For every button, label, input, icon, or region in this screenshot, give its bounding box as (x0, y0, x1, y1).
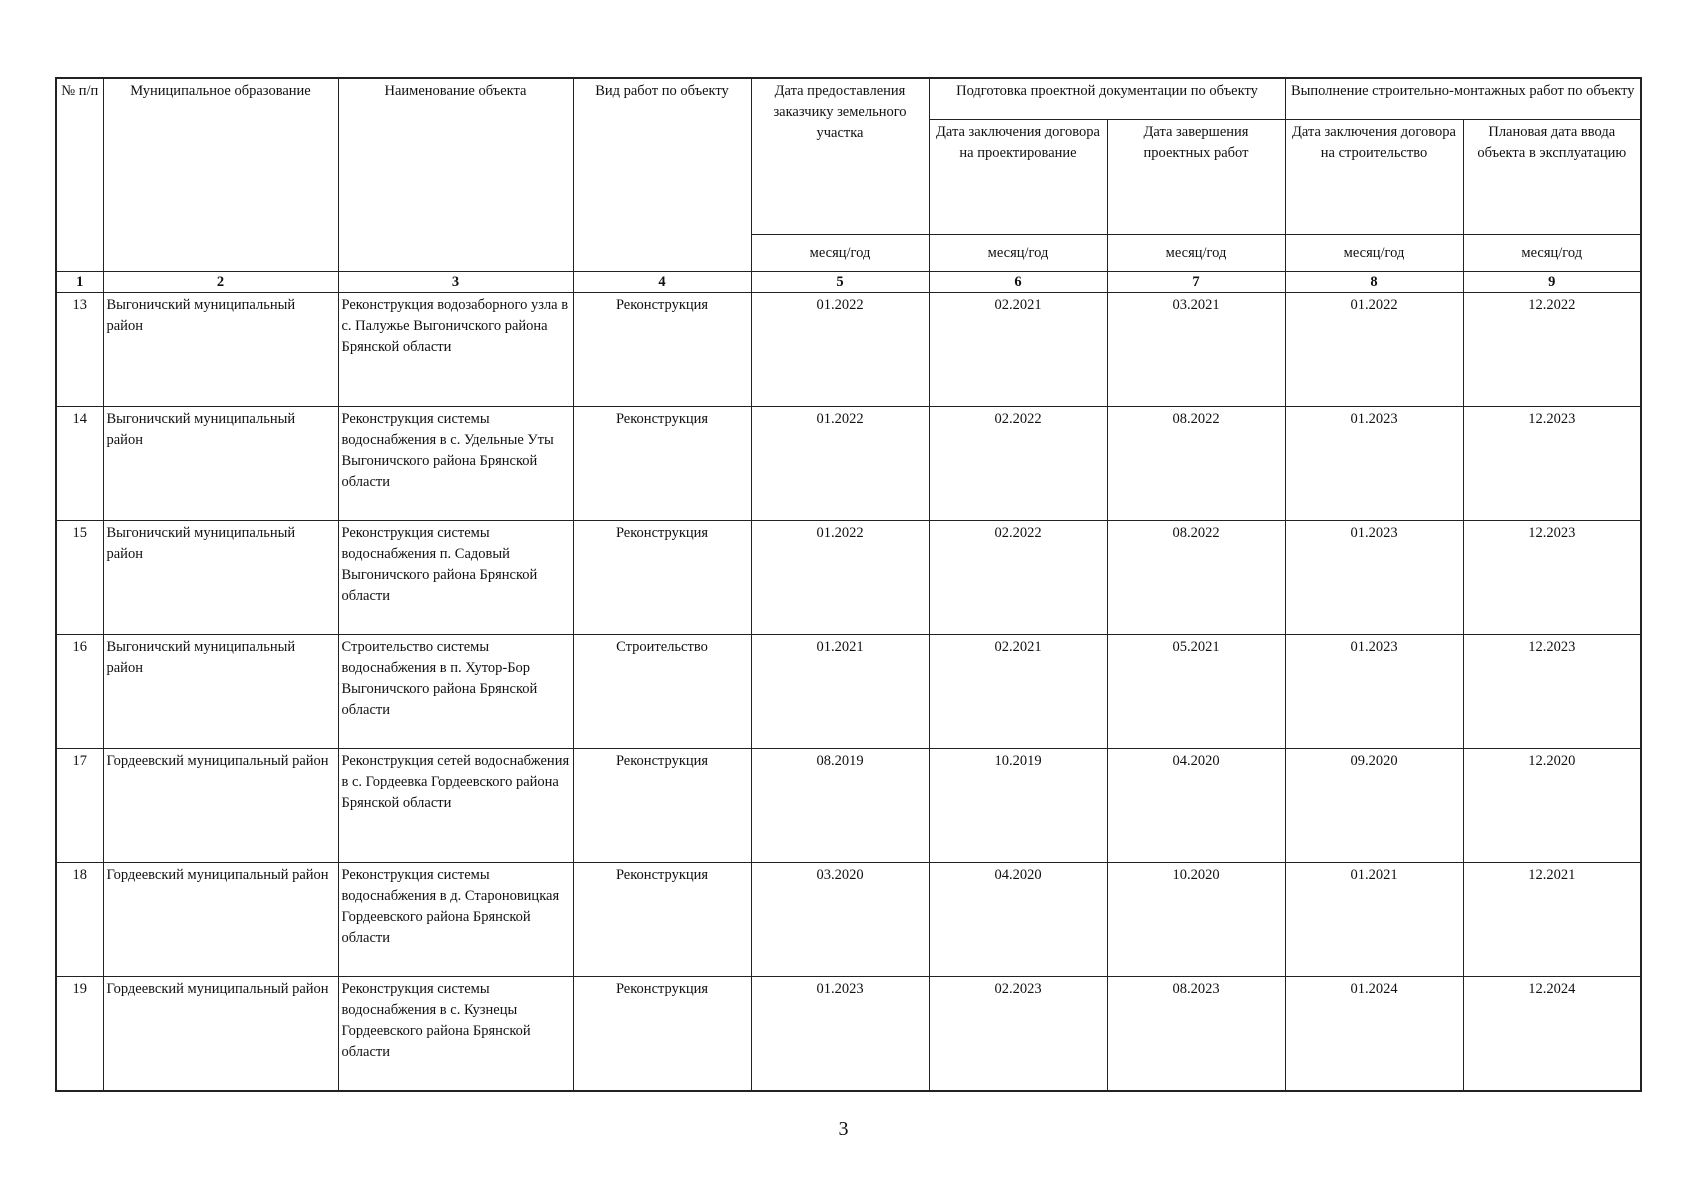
row-municipality: Выгоничский муниципальный район (103, 293, 338, 407)
row-design-contract: 02.2022 (929, 521, 1107, 635)
unit-label: месяц/год (1285, 235, 1463, 272)
row-commissioning: 12.2021 (1463, 863, 1641, 977)
table-row (56, 863, 1641, 977)
header-design-contract: Дата заключения договора на проектирование (929, 120, 1107, 235)
header-construction-contract: Дата заключения договора на строительство (1285, 120, 1463, 235)
header-design-group: Подготовка проектной документации по объекту (929, 78, 1285, 120)
row-object: Реконструкция системы водоснабжения п. Садовый Выгоничского района Брянской области (338, 521, 573, 635)
row-municipality: Гордеевский муниципальный район (103, 749, 338, 863)
table-row (56, 749, 1641, 863)
row-design-end: 08.2022 (1107, 407, 1285, 521)
row-work-type: Реконструкция (573, 293, 751, 407)
row-construction-contract: 01.2023 (1285, 635, 1463, 749)
row-commissioning: 12.2020 (1463, 749, 1641, 863)
column-number: 8 (1285, 272, 1463, 293)
row-work-type: Реконструкция (573, 749, 751, 863)
page-number: 3 (838, 1118, 849, 1140)
row-work-type: Строительство (573, 635, 751, 749)
row-object: Строительство системы водоснабжения в п. Хутор-Бор Выгоничского района Брянской области (338, 635, 573, 749)
row-object: Реконструкция системы водоснабжения в с. Удельные Уты Выгоничского района Брянской области (338, 407, 573, 521)
header-design-end: Дата завершения проектных работ (1107, 120, 1285, 235)
column-number: 5 (751, 272, 929, 293)
schedule-table (55, 77, 1642, 1092)
row-design-end: 08.2023 (1107, 977, 1285, 1092)
row-design-contract: 02.2022 (929, 407, 1107, 521)
row-num: 18 (56, 863, 103, 977)
row-object: Реконструкция сетей водоснабжения в с. Гордеевка Гордеевского района Брянской области (338, 749, 573, 863)
row-design-contract: 02.2021 (929, 635, 1107, 749)
header-construction-group: Выполнение строительно-монтажных работ по объекту (1285, 78, 1641, 120)
column-number: 1 (56, 272, 103, 293)
row-construction-contract: 01.2023 (1285, 521, 1463, 635)
table-row (56, 293, 1641, 407)
table-row (56, 977, 1641, 1092)
row-land-date: 01.2023 (751, 977, 929, 1092)
row-object: Реконструкция водозаборного узла в с. Палужье Выгоничского района Брянской области (338, 293, 573, 407)
row-design-contract: 02.2021 (929, 293, 1107, 407)
column-number: 6 (929, 272, 1107, 293)
row-commissioning: 12.2023 (1463, 521, 1641, 635)
row-land-date: 03.2020 (751, 863, 929, 977)
row-land-date: 08.2019 (751, 749, 929, 863)
row-commissioning: 12.2024 (1463, 977, 1641, 1092)
row-commissioning: 12.2023 (1463, 635, 1641, 749)
row-commissioning: 12.2022 (1463, 293, 1641, 407)
row-design-contract: 04.2020 (929, 863, 1107, 977)
row-object: Реконструкция системы водоснабжения в с. Кузнецы Гордеевского района Брянской области (338, 977, 573, 1092)
unit-label: месяц/год (1107, 235, 1285, 272)
table-row (56, 635, 1641, 749)
row-land-date: 01.2021 (751, 635, 929, 749)
row-design-contract: 02.2023 (929, 977, 1107, 1092)
row-municipality: Выгоничский муниципальный район (103, 521, 338, 635)
row-design-end: 04.2020 (1107, 749, 1285, 863)
row-num: 15 (56, 521, 103, 635)
row-design-end: 10.2020 (1107, 863, 1285, 977)
row-construction-contract: 01.2022 (1285, 293, 1463, 407)
row-municipality: Выгоничский муниципальный район (103, 407, 338, 521)
header-work-type: Вид работ по объекту (573, 78, 751, 272)
header-object-name: Наименование объекта (338, 78, 573, 272)
column-number: 9 (1463, 272, 1641, 293)
row-land-date: 01.2022 (751, 521, 929, 635)
row-construction-contract: 09.2020 (1285, 749, 1463, 863)
row-municipality: Гордеевский муниципальный район (103, 863, 338, 977)
column-number: 4 (573, 272, 751, 293)
header-commissioning: Плановая дата ввода объекта в эксплуатацию (1463, 120, 1641, 235)
row-municipality: Гордеевский муниципальный район (103, 977, 338, 1092)
row-num: 16 (56, 635, 103, 749)
column-number: 7 (1107, 272, 1285, 293)
row-construction-contract: 01.2023 (1285, 407, 1463, 521)
row-design-contract: 10.2019 (929, 749, 1107, 863)
row-municipality: Выгоничский муниципальный район (103, 635, 338, 749)
row-num: 17 (56, 749, 103, 863)
row-construction-contract: 01.2024 (1285, 977, 1463, 1092)
table-row (56, 521, 1641, 635)
row-num: 13 (56, 293, 103, 407)
header-num: № п/п (56, 78, 103, 272)
row-work-type: Реконструкция (573, 863, 751, 977)
column-number-row (56, 272, 1641, 293)
row-commissioning: 12.2023 (1463, 407, 1641, 521)
row-work-type: Реконструкция (573, 977, 751, 1092)
column-number: 2 (103, 272, 338, 293)
unit-label: месяц/год (929, 235, 1107, 272)
unit-label: месяц/год (1463, 235, 1641, 272)
row-num: 19 (56, 977, 103, 1092)
row-object: Реконструкция системы водоснабжения в д. Староновицкая Гордеевского района Брянской области (338, 863, 573, 977)
row-design-end: 03.2021 (1107, 293, 1285, 407)
row-construction-contract: 01.2021 (1285, 863, 1463, 977)
row-work-type: Реконструкция (573, 521, 751, 635)
row-land-date: 01.2022 (751, 293, 929, 407)
row-num: 14 (56, 407, 103, 521)
column-number: 3 (338, 272, 573, 293)
row-land-date: 01.2022 (751, 407, 929, 521)
header-land-date: Дата предоставления заказчику земельного участка (751, 78, 929, 235)
row-design-end: 08.2022 (1107, 521, 1285, 635)
table-row (56, 407, 1641, 521)
row-design-end: 05.2021 (1107, 635, 1285, 749)
document-sheet (55, 77, 1640, 1092)
unit-label: месяц/год (751, 235, 929, 272)
row-work-type: Реконструкция (573, 407, 751, 521)
header-municipality: Муниципальное образование (103, 78, 338, 272)
